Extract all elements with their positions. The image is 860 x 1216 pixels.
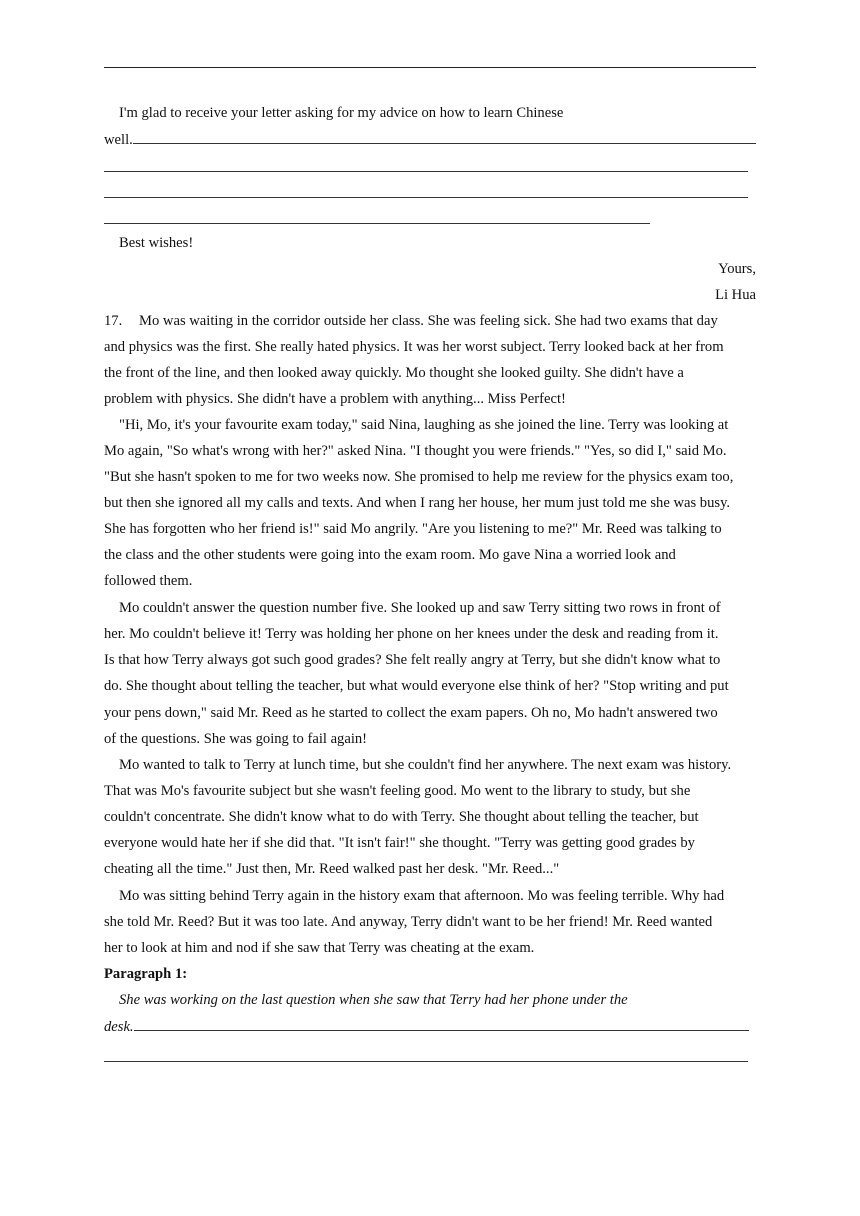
answer-blank (133, 129, 756, 144)
story-line: her to look at him and nod if she saw that Terry was cheating at the exam. (104, 940, 535, 956)
story-line: the class and the other students were going into the exam room. Mo gave Nina a worried look and (104, 547, 676, 563)
question-number: 17. (104, 313, 123, 329)
letter-opening-cont: well. (104, 129, 756, 150)
story-line: your pens down," said Mr. Reed as he started to collect the exam papers. Oh no, Mo hadn't answered two (104, 705, 718, 721)
story-line: couldn't concentrate. She didn't know what to do with Terry. She thought about telling the teacher, but (104, 809, 699, 825)
story-line: followed them. (104, 573, 193, 589)
paragraph-heading: Paragraph 1: (104, 966, 188, 982)
answer-blank (104, 223, 650, 224)
story-line: her. Mo couldn't believe it! Terry was holding her phone on her knees under the desk and reading from it. (104, 626, 719, 642)
answer-blank (134, 1016, 749, 1031)
story-line: Mo again, "So what's wrong with her?" asked Nina. "I thought you were friends." "Yes, so did I," said Mo. (104, 443, 727, 459)
story-line: everyone would hate her if she did that. "It isn't fair!" she thought. "Terry was getting good grades by (104, 835, 695, 851)
answer-blank (104, 1061, 748, 1062)
story-line: of the questions. She was going to fail again! (104, 731, 368, 747)
story-line: "Hi, Mo, it's your favourite exam today," said Nina, laughing as she joined the line. Terry was looking at (119, 417, 729, 433)
story-line: she told Mr. Reed? But it was too late. And anyway, Terry didn't want to be her friend! Mr. Reed wanted (104, 914, 713, 930)
letter-closing: Best wishes! (119, 235, 194, 251)
story-line: the front of the line, and then looked away quickly. Mo thought she looked guilty. She didn't have a (104, 365, 684, 381)
story-line: and physics was the first. She really hated physics. It was her worst subject. Terry looked back at her from (104, 339, 724, 355)
letter-signature: Li Hua (715, 287, 756, 303)
story-line: Mo was sitting behind Terry again in the history exam that afternoon. Mo was feeling terrible. Why had (119, 888, 725, 904)
answer-blank (104, 171, 748, 172)
story-line: Mo wanted to talk to Terry at lunch time, but she couldn't find her anywhere. The next exam was history. (119, 757, 732, 773)
top-rule (104, 67, 756, 68)
letter-signoff: Yours, (718, 261, 756, 277)
letter-opening: I'm glad to receive your letter asking for my advice on how to learn Chinese (119, 105, 564, 121)
story-line: That was Mo's favourite subject but she wasn't feeling good. Mo went to the library to study, but she (104, 783, 691, 799)
story-line: Is that how Terry always got such good grades? She felt really angry at Terry, but she didn't know what to (104, 652, 721, 668)
answer-blank (104, 197, 748, 198)
story-line: Mo couldn't answer the question number five. She looked up and saw Terry sitting two rows in front of (119, 600, 721, 616)
story-line: She has forgotten who her friend is!" said Mo angrily. "Are you listening to me?" Mr. Reed was talking to (104, 521, 722, 537)
story-line: do. She thought about telling the teacher, but what would everyone else think of her? "Stop writing and put (104, 678, 729, 694)
story-line: "But she hasn't spoken to me for two weeks now. She promised to help me review for the physics exam too, (104, 469, 734, 485)
story-line: cheating all the time." Just then, Mr. Reed walked past her desk. "Mr. Reed..." (104, 861, 560, 877)
paragraph-prompt-cont: desk. (104, 1016, 749, 1037)
paragraph-prompt: She was working on the last question when she saw that Terry had her phone under the (119, 992, 628, 1008)
story-line: problem with physics. She didn't have a problem with anything... Miss Perfect! (104, 391, 566, 407)
question-17-line: 17. Mo was waiting in the corridor outside her class. She was feeling sick. She had two exams that day (104, 313, 718, 329)
story-line: but then she ignored all my calls and texts. And when I rang her house, her mum just told me she was busy. (104, 495, 731, 511)
